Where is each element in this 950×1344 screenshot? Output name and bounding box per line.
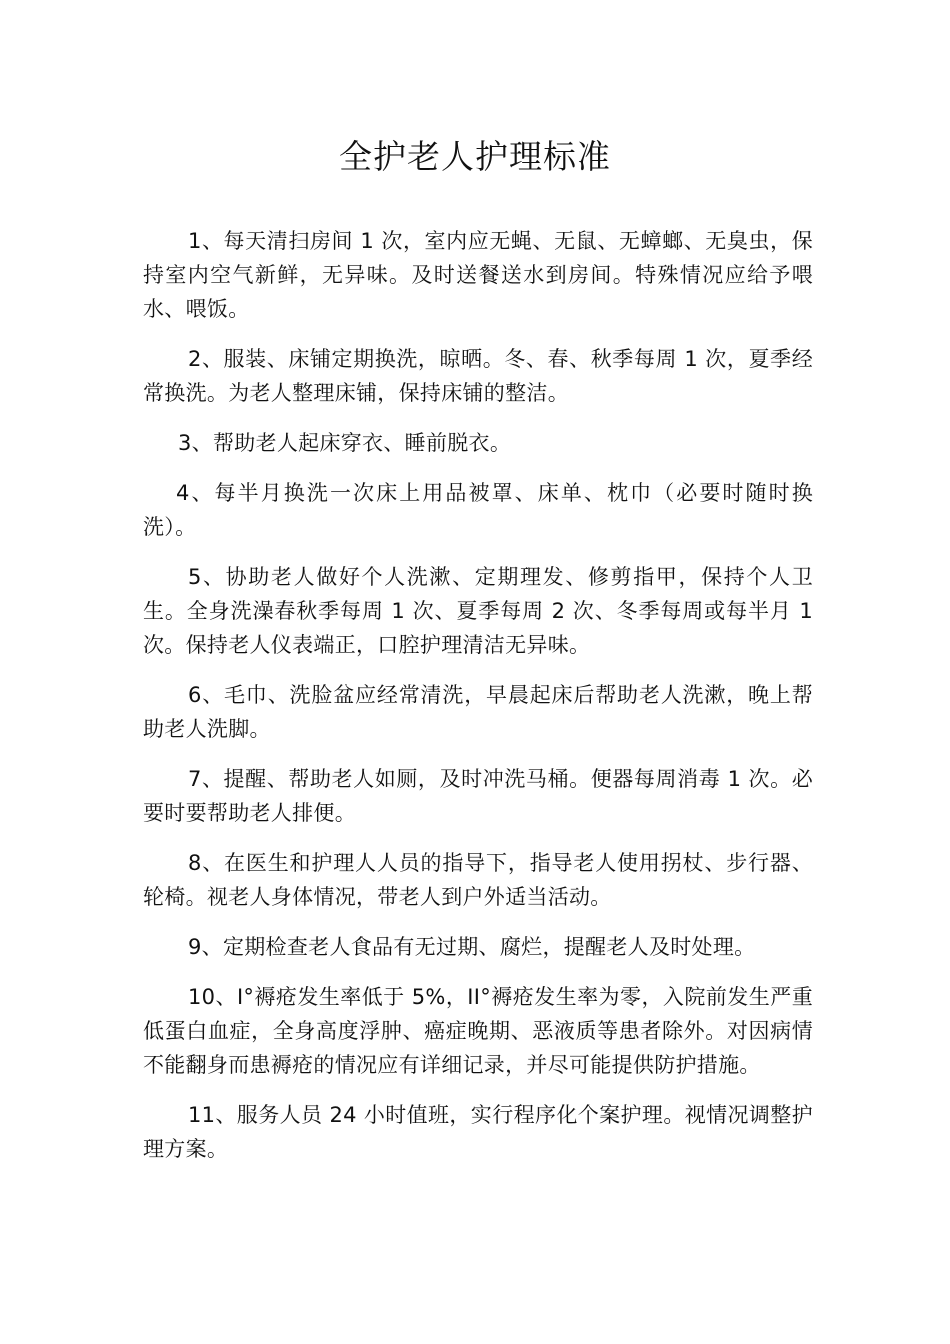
paragraph-1: 1、每天清扫房间 1 次，室内应无蝇、无鼠、无蟑螂、无臭虫，保持室内空气新鲜，无异味。及时送餐送水到房间。特殊情况应给予喂水、喂饭。 (143, 229, 813, 321)
document-body (143, 224, 813, 1182)
paragraph-7: 7、提醒、帮助老人如厕，及时冲洗马桶。便器每周消毒 1 次。必要时要帮助老人排便。 (143, 767, 813, 825)
paragraph-5: 5、协助老人做好个人洗漱、定期理发、修剪指甲，保持个人卫生。全身洗澡春秋季每周 1 次、夏季每周 2 次、冬季每周或每半月 1 次。保持老人仪表端正，口腔护理清洁无异味。 (143, 565, 813, 657)
paragraph-6: 6、毛巾、洗脸盆应经常清洗，早晨起床后帮助老人洗漱，晚上帮助老人洗脚。 (143, 683, 813, 741)
paragraph-9: 9、定期检查老人食品有无过期、腐烂，提醒老人及时处理。 (188, 935, 756, 959)
paragraph-4: 4、每半月换洗一次床上用品被罩、床单、枕巾（必要时随时换洗）。 (143, 481, 813, 539)
document-title: 全护老人护理标准 (339, 137, 611, 176)
paragraph-2: 2、服装、床铺定期换洗，晾晒。冬、春、秋季每周 1 次，夏季经常换洗。为老人整理床铺，保持床铺的整洁。 (143, 347, 813, 405)
paragraph-10: 10、I°褥疮发生率低于 5%，II°褥疮发生率为零，入院前发生严重低蛋白血症，全身高度浮肿、癌症晚期、恶液质等患者除外。对因病情不能翻身而患褥疮的情况应有详细记录，并尽可能提供防护措施。 (143, 985, 813, 1077)
paragraph-8: 8、在医生和护理人人员的指导下，指导老人使用拐杖、步行器、轮椅。视老人身体情况，带老人到户外适当活动。 (143, 851, 813, 909)
paragraph-11: 11、服务人员 24 小时值班，实行程序化个案护理。视情况调整护理方案。 (143, 1103, 813, 1161)
paragraph-3: 3、帮助老人起床穿衣、睡前脱衣。 (178, 431, 512, 455)
